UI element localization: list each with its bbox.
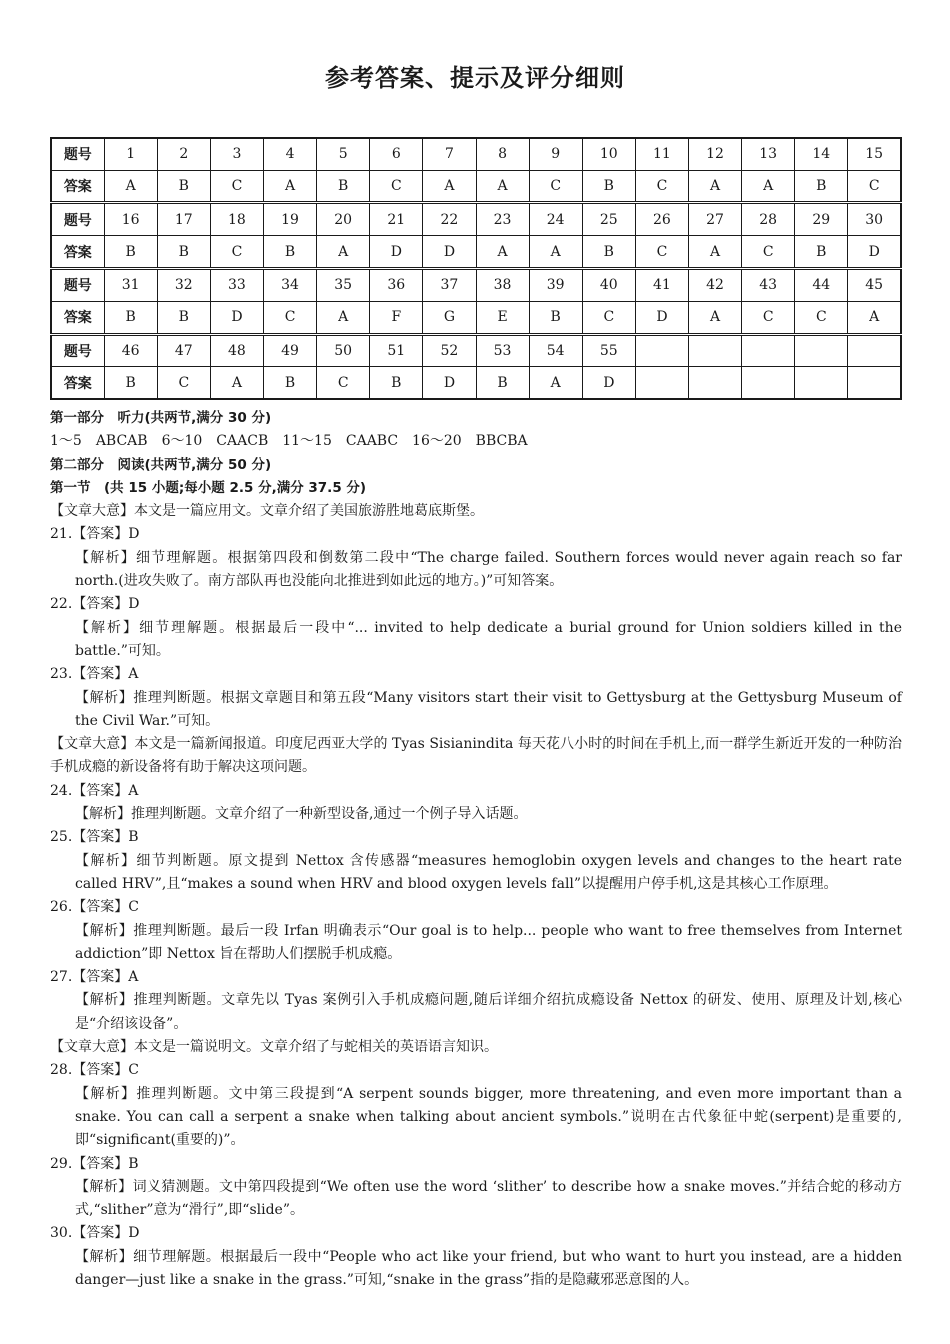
answer-cell: B (582, 170, 635, 203)
question-number-cell: 44 (795, 268, 848, 301)
answer-cell: B (157, 301, 210, 334)
text-paragraph: 【文章大意】本文是一篇新闻报道。印度尼西亚大学的 Tyas Sisianindita 每天花八小时的时间在手机上,而一群学生新近开发的一种防治手机成瘾的新设备将有助于解决这项问题。 (50, 736, 902, 776)
question-number-cell: 36 (370, 268, 423, 301)
question-number-cell: 37 (423, 268, 476, 301)
answer-cell: D (370, 236, 423, 269)
text-paragraph: 【解析】细节理解题。根据最后一段中“People who act like your friend, but who want to hurt you instead, are a hidden danger—just like a snake in the grass.”可知,“snake in the grass”指的是隐藏邪恶意图的人。 (75, 1248, 902, 1288)
question-number-cell: 6 (370, 138, 423, 170)
text-paragraph: 【解析】推理判断题。最后一段 Irfan 明确表示“Our goal is to help... people who want to free themselves from Internet addiction”即 Nettox 旨在帮助人们摆脱手机成瘾。 (75, 922, 902, 962)
answer-cell: A (317, 236, 370, 269)
answer-cell: A (476, 236, 529, 269)
answer-cell: D (423, 367, 476, 399)
answer-cell: A (210, 367, 263, 399)
answer-cell: B (157, 170, 210, 203)
question-number-cell: 13 (742, 138, 795, 170)
answer-row (51, 170, 901, 203)
answer-cell: A (529, 236, 582, 269)
section-heading: 第二部分 阅读(共两节,满分 50 分) (50, 456, 272, 473)
answer-cell (795, 367, 848, 399)
question-number-cell: 52 (423, 334, 476, 367)
question-number-cell: 33 (210, 268, 263, 301)
answer-cell: C (264, 301, 317, 334)
question-number-row (51, 334, 901, 367)
answer-cell: B (370, 367, 423, 399)
question-number-cell (635, 334, 688, 367)
question-number-cell: 23 (476, 203, 529, 236)
answer-cell: A (742, 170, 795, 203)
answer-cell: B (582, 236, 635, 269)
answer-cell: A (476, 170, 529, 203)
text-paragraph: 29.【答案】B (50, 1155, 139, 1172)
question-number-cell: 35 (317, 268, 370, 301)
answer-cell: B (317, 170, 370, 203)
answer-table (50, 137, 902, 400)
answer-row (51, 301, 901, 334)
text-paragraph: 28.【答案】C (50, 1062, 139, 1079)
row-header-answer: 答案 (51, 301, 104, 334)
text-paragraph: 1～5 ABCAB 6～10 CAACB 11～15 CAABC 16～20 BBCBA (50, 433, 528, 450)
question-number-cell: 28 (742, 203, 795, 236)
answer-cell: A (689, 236, 742, 269)
explanation-content (50, 407, 902, 1292)
answer-cell: A (529, 367, 582, 399)
question-number-cell: 41 (635, 268, 688, 301)
question-number-cell: 39 (529, 268, 582, 301)
question-number-cell: 18 (210, 203, 263, 236)
text-paragraph: 21.【答案】D (50, 526, 140, 543)
question-number-cell: 1 (104, 138, 157, 170)
question-number-cell: 38 (476, 268, 529, 301)
question-number-cell: 47 (157, 334, 210, 367)
answer-cell: B (795, 236, 848, 269)
text-paragraph: 【解析】推理判断题。文章介绍了一种新型设备,通过一个例子导入话题。 (75, 806, 528, 823)
question-number-cell: 55 (582, 334, 635, 367)
answer-cell: A (264, 170, 317, 203)
answer-cell: B (264, 236, 317, 269)
page-title: 参考答案、提示及评分细则 (325, 64, 625, 92)
text-paragraph: 【解析】细节判断题。原文提到 Nettox 含传感器“measures hemoglobin oxygen levels and changes to the heart rate called HRV”,且“makes a sound when HRV and blood oxygen levels fall”以提醒用户停手机,这是其核心工作原理。 (75, 852, 902, 892)
answer-cell: B (104, 301, 157, 334)
question-number-cell: 54 (529, 334, 582, 367)
section-heading: 第一节 (共 15 小题;每小题 2.5 分,满分 37.5 分) (50, 479, 367, 496)
answer-cell: B (104, 236, 157, 269)
question-number-cell: 19 (264, 203, 317, 236)
question-number-cell: 10 (582, 138, 635, 170)
question-number-cell: 48 (210, 334, 263, 367)
question-number-cell: 30 (848, 203, 901, 236)
answer-cell (742, 367, 795, 399)
question-number-cell: 7 (423, 138, 476, 170)
question-number-cell: 53 (476, 334, 529, 367)
text-paragraph: 27.【答案】A (50, 969, 139, 986)
text-paragraph: 23.【答案】A (50, 666, 139, 683)
text-paragraph: 26.【答案】C (50, 899, 139, 916)
answer-cell: B (529, 301, 582, 334)
text-paragraph: 25.【答案】B (50, 829, 139, 846)
answer-cell: C (157, 367, 210, 399)
answer-cell: D (210, 301, 263, 334)
question-number-cell: 15 (848, 138, 901, 170)
answer-cell (689, 367, 742, 399)
answer-cell: C (370, 170, 423, 203)
question-number-cell (742, 334, 795, 367)
answer-cell: B (104, 367, 157, 399)
answer-cell: B (476, 367, 529, 399)
row-header-number: 题号 (51, 203, 104, 236)
answer-cell: B (264, 367, 317, 399)
answer-cell: F (370, 301, 423, 334)
question-number-cell: 43 (742, 268, 795, 301)
question-number-cell: 31 (104, 268, 157, 301)
text-paragraph: 【解析】推理判断题。文章先以 Tyas 案例引入手机成瘾问题,随后详细介绍抗成瘾设备 Nettox 的研发、使用、原理及计划,核心是“介绍该设备”。 (75, 992, 902, 1032)
question-number-cell: 50 (317, 334, 370, 367)
text-paragraph: 【文章大意】本文是一篇说明文。文章介绍了与蛇相关的英语语言知识。 (50, 1039, 498, 1056)
answer-cell: C (635, 170, 688, 203)
answer-cell: E (476, 301, 529, 334)
answer-cell: D (582, 367, 635, 399)
question-number-cell: 3 (210, 138, 263, 170)
question-number-cell: 40 (582, 268, 635, 301)
answer-cell (635, 367, 688, 399)
question-number-cell: 45 (848, 268, 901, 301)
answer-cell: C (795, 301, 848, 334)
question-number-cell: 51 (370, 334, 423, 367)
answer-cell: C (582, 301, 635, 334)
question-number-cell: 21 (370, 203, 423, 236)
answer-cell: D (635, 301, 688, 334)
text-paragraph: 22.【答案】D (50, 596, 140, 613)
question-number-cell: 9 (529, 138, 582, 170)
answer-cell: A (689, 301, 742, 334)
question-number-cell: 26 (635, 203, 688, 236)
question-number-cell: 25 (582, 203, 635, 236)
row-header-answer: 答案 (51, 367, 104, 399)
answer-cell: D (848, 236, 901, 269)
text-paragraph: 【解析】细节理解题。根据第四段和倒数第二段中“The charge failed. Southern forces would never again reach so far north.(进攻失败了。南方部队再也没能向北推进到如此远的地方。)”可知答案。 (75, 549, 902, 590)
question-number-row (51, 203, 901, 236)
question-number-cell: 22 (423, 203, 476, 236)
row-header-answer: 答案 (51, 170, 104, 203)
answer-cell: G (423, 301, 476, 334)
question-number-cell: 29 (795, 203, 848, 236)
question-number-row (51, 138, 901, 170)
question-number-cell: 4 (264, 138, 317, 170)
text-paragraph: 【解析】细节理解题。根据最后一段中“... invited to help dedicate a burial ground for Union soldiers killed in the battle.”可知。 (75, 619, 902, 659)
answer-cell (848, 367, 901, 399)
question-number-cell: 34 (264, 268, 317, 301)
answer-cell: A (317, 301, 370, 334)
answer-cell: C (529, 170, 582, 203)
answer-cell: C (742, 301, 795, 334)
question-number-cell: 49 (264, 334, 317, 367)
row-header-number: 题号 (51, 334, 104, 367)
text-paragraph: 24.【答案】A (50, 782, 139, 799)
question-number-cell: 32 (157, 268, 210, 301)
answer-cell: D (423, 236, 476, 269)
answer-cell: C (210, 170, 263, 203)
question-number-cell: 17 (157, 203, 210, 236)
row-header-number: 题号 (51, 268, 104, 301)
question-number-cell: 14 (795, 138, 848, 170)
question-number-cell: 8 (476, 138, 529, 170)
question-number-row (51, 268, 901, 301)
answer-cell: B (157, 236, 210, 269)
answer-cell: A (689, 170, 742, 203)
question-number-cell: 12 (689, 138, 742, 170)
answer-cell: C (848, 170, 901, 203)
question-number-cell (848, 334, 901, 367)
answer-cell: A (423, 170, 476, 203)
question-number-cell: 11 (635, 138, 688, 170)
question-number-cell: 27 (689, 203, 742, 236)
answer-cell: A (848, 301, 901, 334)
row-header-number: 题号 (51, 138, 104, 170)
question-number-cell (795, 334, 848, 367)
text-paragraph: 【解析】推理判断题。根据文章题目和第五段“Many visitors start their visit to Gettysburg at the Gettysburg Museum of the Civil War.”可知。 (75, 689, 902, 729)
question-number-cell: 5 (317, 138, 370, 170)
answer-cell: C (635, 236, 688, 269)
answer-cell: A (104, 170, 157, 203)
text-paragraph: 【解析】词义猜测题。文中第四段提到“We often use the word ‘slither’ to describe how a snake moves.”并结合蛇的移动方式,“slither”意为“滑行”,即“slide”。 (75, 1178, 902, 1219)
answer-row (51, 236, 901, 269)
text-paragraph: 【解析】推理判断题。文中第三段提到“A serpent sounds bigger, more threatening, and even more important than a snake. You can call a serpent a snake when talking about ancient symbols.”说明在古代象征中蛇(serpent)是重要的,即“significant(重要的)”。 (75, 1085, 902, 1149)
question-number-cell: 16 (104, 203, 157, 236)
question-number-cell: 20 (317, 203, 370, 236)
answer-cell: C (742, 236, 795, 269)
answer-row (51, 367, 901, 399)
question-number-cell: 24 (529, 203, 582, 236)
question-number-cell: 42 (689, 268, 742, 301)
question-number-cell (689, 334, 742, 367)
answer-cell: C (317, 367, 370, 399)
section-heading: 第一部分 听力(共两节,满分 30 分) (50, 410, 272, 426)
text-paragraph: 【文章大意】本文是一篇应用文。文章介绍了美国旅游胜地葛底斯堡。 (50, 503, 484, 520)
row-header-answer: 答案 (51, 236, 104, 269)
question-number-cell: 2 (157, 138, 210, 170)
question-number-cell: 46 (104, 334, 157, 367)
answer-cell: B (795, 170, 848, 203)
text-paragraph: 30.【答案】D (50, 1225, 140, 1242)
answer-cell: C (210, 236, 263, 269)
